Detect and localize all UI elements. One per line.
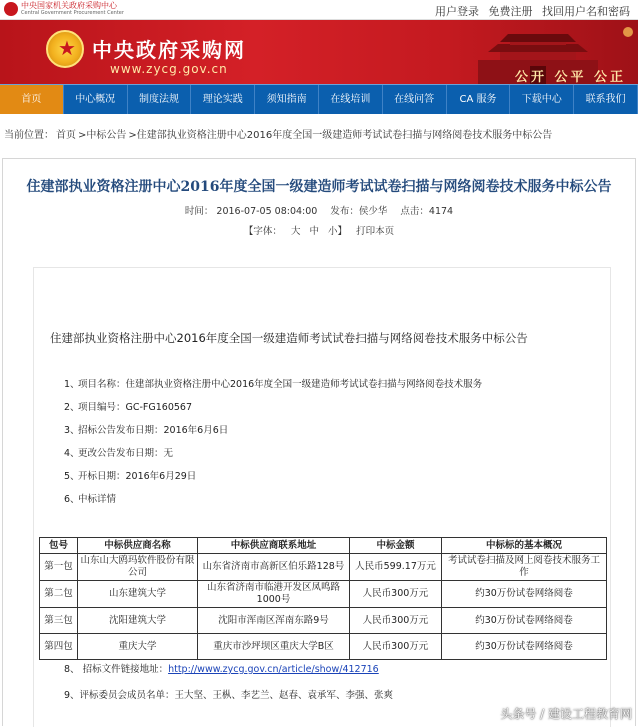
login-link[interactable]: 用户登录 (435, 5, 479, 18)
table-header-row (40, 538, 607, 554)
font-large-button[interactable]: 大 (290, 226, 301, 237)
info-list (34, 373, 610, 511)
header-package: 包号 (40, 538, 78, 554)
cell-package: 第一包 (40, 554, 78, 581)
table-row (40, 634, 607, 660)
site-title[interactable]: 中央政府采购网 (92, 38, 246, 62)
emblem-icon (4, 2, 18, 16)
cell-amount: 人民币599.17万元 (350, 554, 442, 581)
cell-summary: 考试试卷扫描及网上阅卷技术服务工作 (442, 554, 607, 581)
list-item (64, 396, 610, 419)
cell-supplier: 山东建筑大学 (78, 581, 198, 608)
item-number: 2、 (64, 402, 80, 413)
item-text: 中标详情 (78, 494, 117, 505)
publisher: 发布：侯少华 (330, 206, 388, 217)
item-text: 开标日期：2016年6月29日 (78, 471, 197, 482)
table-row (40, 554, 607, 581)
item-number: 5、 (64, 471, 80, 482)
item-text: 项目编号：GC-FG160567 (78, 402, 193, 413)
item-number: 6、 (64, 494, 80, 505)
item-number: 4、 (64, 448, 80, 459)
slogan: 公开 公平 公正 (514, 70, 626, 84)
breadcrumb (0, 123, 638, 149)
cell-package: 第三包 (40, 608, 78, 634)
article-meta (3, 203, 635, 217)
cell-address: 沈阳市浑南区浑南东路9号 (198, 608, 350, 634)
cell-summary: 约30万份试卷网络阅卷 (442, 581, 607, 608)
list-item (64, 465, 610, 488)
nav-about[interactable]: 中心概况 (64, 85, 128, 114)
breadcrumb-label: 当前位置： (4, 130, 54, 141)
top-links (429, 3, 630, 19)
bid-results-table (39, 537, 607, 660)
main-nav (0, 84, 638, 114)
small-logo-cn: 中央国家机关政府采购中心 (21, 1, 117, 10)
breadcrumb-home[interactable]: 首页 (56, 130, 76, 141)
item-number: 3、 (64, 425, 80, 436)
nav-regulations[interactable]: 制度法规 (128, 85, 192, 114)
list-item (64, 442, 610, 465)
recover-link[interactable]: 找回用户名和密码 (542, 5, 630, 18)
national-emblem-icon (46, 30, 84, 68)
site-url: www.zycg.gov.cn (110, 62, 228, 76)
nav-contact[interactable]: 联系我们 (574, 85, 638, 114)
nav-home[interactable]: 首页 (0, 85, 64, 114)
item-text: 招标公告发布日期：2016年6月6日 (78, 425, 229, 436)
small-logo[interactable] (4, 2, 124, 16)
publish-time: 时间： 2016-07-05 08:04:00 (184, 206, 318, 217)
list-item (64, 373, 610, 396)
cell-summary: 约30万份试卷网络阅卷 (442, 608, 607, 634)
print-button[interactable]: 打印本页 (356, 226, 395, 237)
header-summary: 中标标的基本概况 (442, 538, 607, 554)
judges-list: 9、评标委员会成员名单：王大坚、王枞、李艺兰、赵春、袁承军、李强、张爽 (64, 690, 394, 701)
item-text: 更改公告发布日期：无 (78, 448, 174, 459)
list-item (64, 488, 610, 511)
nav-qa[interactable]: 在线问答 (383, 85, 447, 114)
breadcrumb-category[interactable]: >中标公告 (78, 130, 127, 141)
cell-address: 山东省济南市高新区伯乐路128号 (198, 554, 350, 581)
cell-amount: 人民币300万元 (350, 581, 442, 608)
item-text: 项目名称：住建部执业资格注册中心2016年度全国一级建造师考试试卷扫描与网络阅卷技术服务 (78, 379, 483, 390)
click-count: 点击：4174 (400, 206, 454, 217)
cell-address: 山东省济南市临港开发区凤鸣路1000号 (198, 581, 350, 608)
cell-supplier: 沈阳建筑大学 (78, 608, 198, 634)
article-title: 住建部执业资格注册中心2016年度全国一级建造师考试试卷扫描与网络阅卷技术服务中标公告 (26, 179, 612, 195)
small-logo-en: Central Government Procurement Center (21, 10, 124, 16)
body-title: 住建部执业资格注册中心2016年度全国一级建造师考试试卷扫描与网络阅卷技术服务中标公告 (50, 331, 528, 345)
tender-link-label: 8、 招标文件链接地址： (64, 664, 169, 675)
register-link[interactable]: 免费注册 (488, 5, 533, 18)
article-body (33, 267, 611, 727)
nav-ca[interactable]: CA 服务 (447, 85, 511, 114)
site-banner (0, 20, 638, 84)
header-address: 中标供应商联系地址 (198, 538, 350, 554)
breadcrumb-current[interactable]: >住建部执业资格注册中心2016年度全国一级建造师考试试卷扫描与网络阅卷技术服务中标公告 (128, 130, 553, 141)
item-number: 1、 (64, 379, 80, 390)
nav-guide[interactable]: 须知指南 (255, 85, 319, 114)
cell-summary: 约30万份试卷网络阅卷 (442, 634, 607, 660)
article-frame (2, 158, 636, 726)
tender-document-link[interactable]: http://www.zycg.gov.cn/article/show/412716 (168, 664, 379, 675)
font-size-label: 【字体： (243, 226, 282, 237)
cell-package: 第二包 (40, 581, 78, 608)
watermark: 头条号 / 建设工程教育网 (500, 707, 632, 721)
header-amount: 中标金额 (350, 538, 442, 554)
cell-amount: 人民币300万元 (350, 634, 442, 660)
header-supplier: 中标供应商名称 (78, 538, 198, 554)
table-row (40, 581, 607, 608)
nav-theory[interactable]: 理论实践 (191, 85, 255, 114)
tender-link-row (64, 661, 379, 675)
cell-supplier: 重庆大学 (78, 634, 198, 660)
cell-package: 第四包 (40, 634, 78, 660)
font-small-button[interactable]: 小】 (328, 226, 348, 237)
font-medium-button[interactable]: 中 (309, 226, 319, 237)
cell-amount: 人民币300万元 (350, 608, 442, 634)
top-bar (0, 0, 638, 20)
table-row (40, 608, 607, 634)
cell-supplier: 山东山大鸥玛软件股份有限公司 (78, 554, 198, 581)
article-tools (3, 223, 635, 237)
nav-download[interactable]: 下载中心 (510, 85, 574, 114)
nav-training[interactable]: 在线培训 (319, 85, 383, 114)
cell-address: 重庆市沙坪坝区重庆大学B区 (198, 634, 350, 660)
list-item (64, 419, 610, 442)
